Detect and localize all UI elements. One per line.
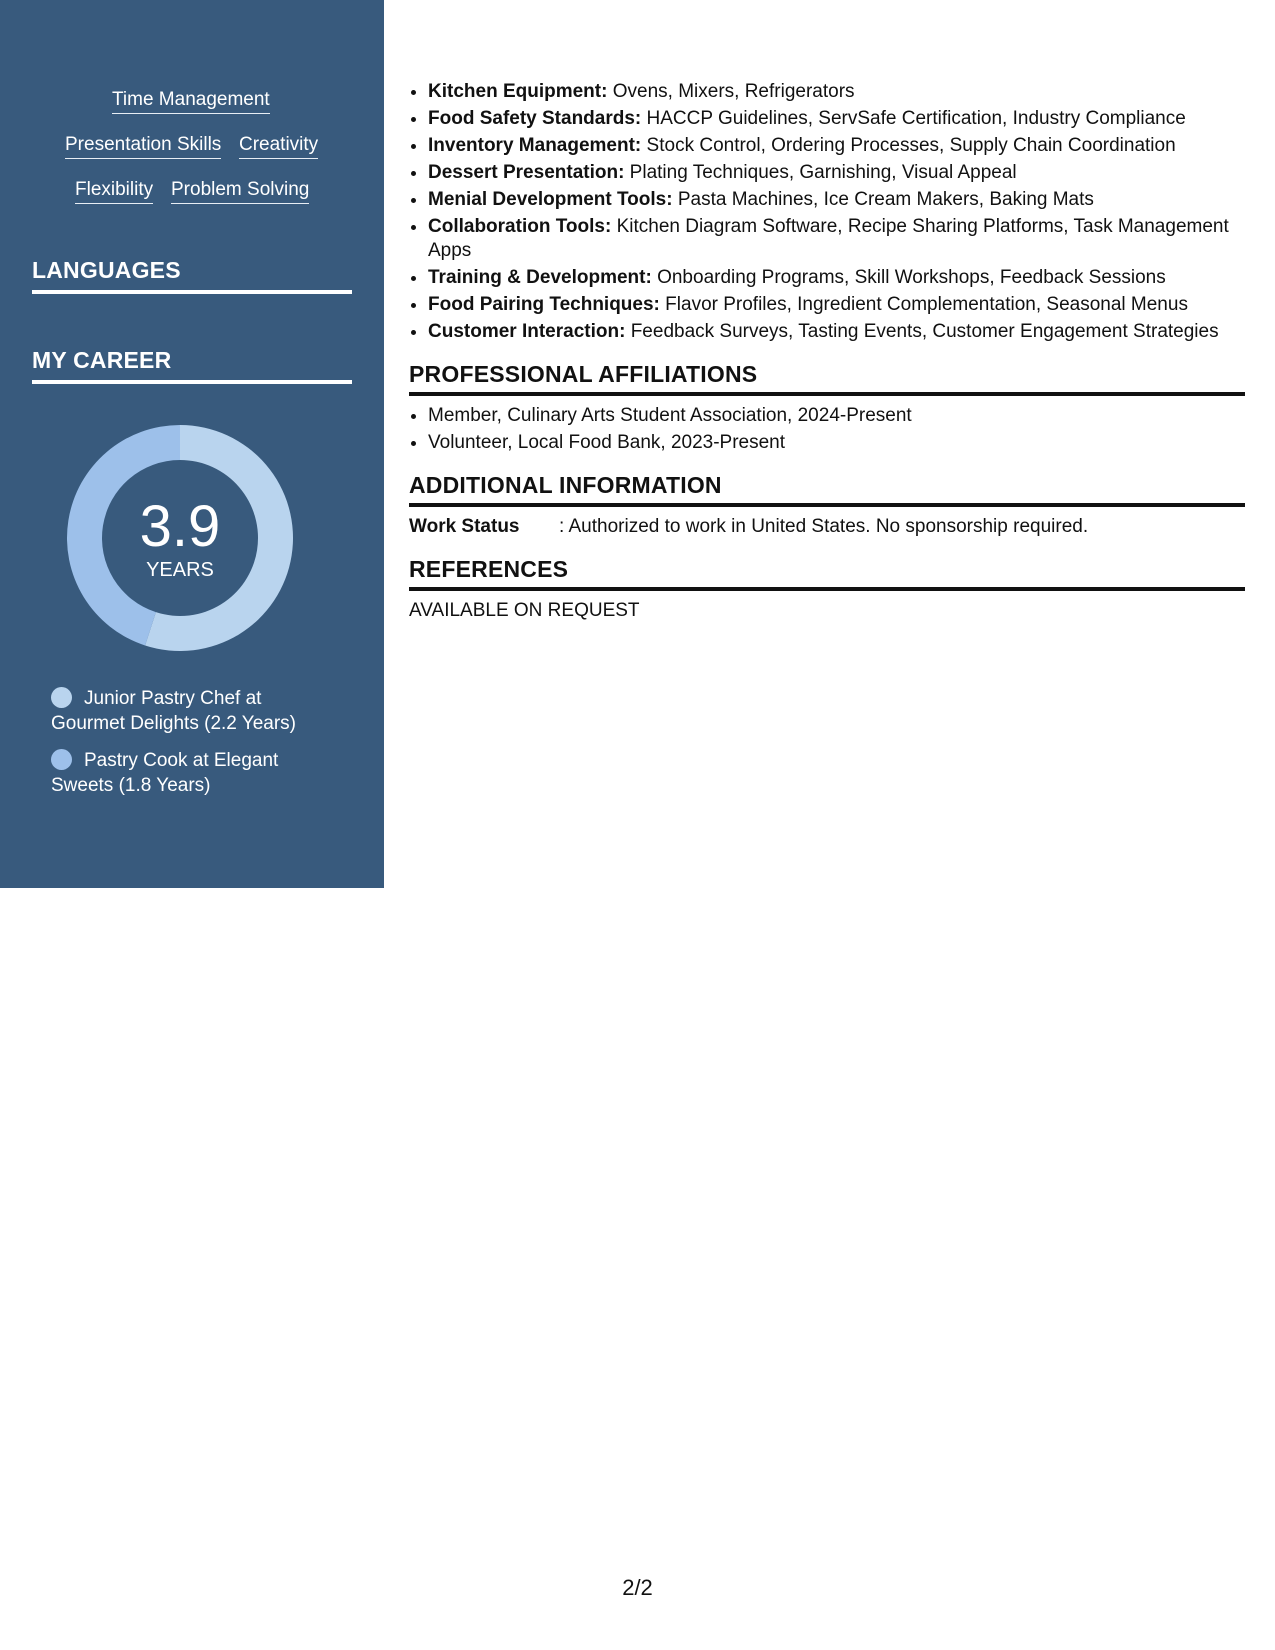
career-legend-item [51, 686, 321, 736]
skill-category-label: Inventory Management: [428, 135, 642, 156]
skill-category-values: Kitchen Diagram Software, Recipe Sharing Platforms, Task Management Apps [428, 216, 1229, 261]
skill-list-item [428, 107, 1245, 131]
skill-category-values: Plating Techniques, Garnishing, Visual Appeal [624, 162, 1017, 183]
career-donut-chart [67, 425, 293, 651]
legend-dot-icon [51, 749, 72, 770]
references-text: AVAILABLE ON REQUEST [409, 600, 640, 621]
skill-category-values: Pasta Machines, Ice Cream Makers, Baking Mats [672, 189, 1094, 210]
skill-list-item [428, 293, 1245, 317]
skill-tag-problem-solving: Problem Solving [171, 178, 309, 204]
skill-category-values: Flavor Profiles, Ingredient Complementation, Seasonal Menus [659, 294, 1188, 315]
skill-category-label: Menial Development Tools: [428, 189, 673, 210]
skill-category-label: Collaboration Tools: [428, 216, 612, 237]
career-legend-label: Pastry Cook at Elegant Sweets (1.8 Years) [51, 750, 279, 796]
skill-category-label: Kitchen Equipment: [428, 81, 608, 102]
skill-category-values: Ovens, Mixers, Refrigerators [607, 81, 855, 102]
career-total-value: 3.9 [139, 494, 221, 559]
skill-list-item [428, 188, 1245, 212]
career-legend-item [51, 748, 321, 798]
skill-category-label: Food Pairing Techniques: [428, 294, 660, 315]
affiliation-item: • Volunteer, Local Food Bank, 2023-Present [428, 431, 1245, 455]
skill-tag-creativity: Creativity [239, 133, 318, 159]
skill-category-values: Feedback Surveys, Tasting Events, Customer Engagement Strategies [625, 321, 1219, 342]
career-legend-label: Junior Pastry Chef at Gourmet Delights (2.2 Years) [51, 688, 297, 734]
skill-list-item [428, 266, 1245, 290]
skill-category-values: Onboarding Programs, Skill Workshops, Feedback Sessions [651, 267, 1166, 288]
career-heading: MY CAREER [32, 345, 352, 384]
skill-category-values: Stock Control, Ordering Processes, Supply Chain Coordination [641, 135, 1176, 156]
main-content [409, 80, 1245, 623]
skill-list-item [428, 134, 1245, 158]
skill-list-item [428, 320, 1245, 344]
work-status-value: : Authorized to work in United States. No sponsorship required. [559, 516, 1089, 537]
skill-category-label: Customer Interaction: [428, 321, 626, 342]
skill-tag-presentation-skills: Presentation Skills [65, 133, 221, 159]
skill-list-item [428, 215, 1245, 263]
skill-category-label: Training & Development: [428, 267, 652, 288]
references-heading: REFERENCES [409, 555, 1245, 591]
skill-tag-flexibility: Flexibility [75, 178, 153, 204]
affiliations-heading: PROFESSIONAL AFFILIATIONS [409, 360, 1245, 396]
skill-category-values: HACCP Guidelines, ServSafe Certification, Industry Compliance [641, 108, 1186, 129]
affiliation-item: • Member, Culinary Arts Student Association, 2024-Present [428, 404, 1245, 428]
skill-list-item [428, 161, 1245, 185]
page-number: 2/2 [622, 1575, 653, 1600]
skill-list-item [428, 80, 1245, 104]
additional-info-heading: ADDITIONAL INFORMATION [409, 471, 1245, 507]
legend-dot-icon [51, 687, 72, 708]
languages-heading: LANGUAGES [32, 255, 352, 294]
affiliations-list [409, 404, 1245, 455]
work-status-row [409, 515, 1245, 539]
skill-category-label: Dessert Presentation: [428, 162, 625, 183]
skill-category-label: Food Safety Standards: [428, 108, 642, 129]
sidebar [0, 0, 384, 888]
work-status-label: Work Status [409, 516, 520, 537]
career-total-unit: YEARS [146, 559, 214, 581]
skill-tag-time-management: Time Management [112, 88, 270, 114]
technical-skills-list [409, 80, 1245, 344]
